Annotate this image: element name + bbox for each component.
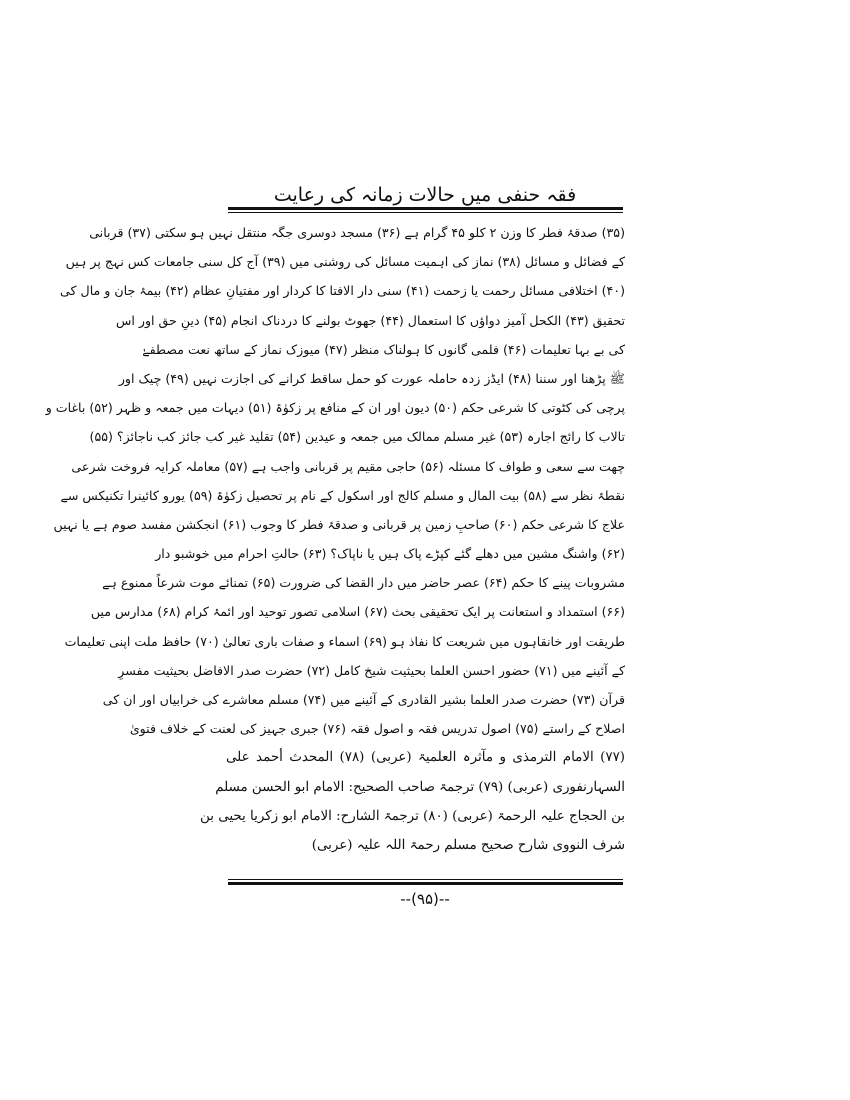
text-line: (۶۶) استمداد و استعانت پر ایک تحقیقی بحث (۶۷) اسلامی تصور توحید اور ائمۂ کرام (۶۸) مدارس میں xyxy=(90,604,625,620)
text-line: ﷺ پڑھنا اور سننا (۴۸) ایڈز زدہ حاملہ عورت کو حمل ساقط کرانے کی اجازت نہیں (۴۹) چیک اور xyxy=(118,370,625,386)
footer-rule-thin xyxy=(228,879,623,880)
text-line: قرآن (۷۳) حضرت صدر العلما بشیر القادری کے آئینے میں (۷۴) مسلم معاشرے کی خرابیاں اور ان کی xyxy=(102,692,625,707)
text-line: (۳۵) صدقۂ فطر کا وزن ۲ کلو ۴۵ گرام ہے (۳۶) مسجد دوسری جگہ منتقل نہیں ہو سکتی (۳۷) قربانی xyxy=(89,225,625,240)
text-line-arabic: شرف النووی شارح صحیح مسلم رحمۃ اللہ علیہ (عربی) xyxy=(311,837,625,853)
footer-rule-thick xyxy=(228,882,623,885)
text-line: طریقت اور خانقاہوں میں شریعت کا نفاذ ہو (۶۹) اسماء و صفات باری تعالیٰ (۷۰) حافظ ملت اپنی تعلیمات xyxy=(64,633,625,649)
text-line: تالاب کا رائج اجارہ (۵۳) غیر مسلم ممالک میں جمعہ و عیدین (۵۴) تقلید غیر کب جائز کب ناجائز؟ (۵۵) xyxy=(89,429,625,445)
body-text xyxy=(45,218,625,860)
text-line: چھت سے سعی و طواف کا مسئلہ (۵۶) حاجی مقیم پر قربانی واجب ہے (۵۷) معاملہ کرایہ فروخت شرعی xyxy=(71,458,625,474)
text-line: تحقیق (۴۳) الکحل آمیز دواؤں کا استعمال (۴۴) جھوٹ بولنے کا دردناک انجام (۴۵) دینِ حق اور اس xyxy=(116,312,625,328)
text-line: (۴۰) اختلافی مسائل رحمت یا زحمت (۴۱) سنی دار الافتا کا کردار اور مفتیانِ عظام (۴۲) بیمۂ جان و مال کی xyxy=(60,283,625,299)
text-line-arabic: (۷۷) الامام الترمذی و مآثرہ العلمیۃ (عربی) (۷۸) المحدث أحمد علی xyxy=(226,750,625,766)
text-line: مشروبات پینے کا حکم (۶۴) عصر حاضر میں دار القضا کی ضرورت (۶۵) تمنائے موت شرعاً ممنوع ہے xyxy=(102,575,625,591)
text-line-arabic: السہارنفوری (عربی) (۷۹) ترجمۃ صاحب الصحیح: الامام ابو الحسن مسلم xyxy=(215,779,625,795)
page-number: --(۹۵)-- xyxy=(400,890,450,908)
text-line: پرچی کی کٹوتی کا شرعی حکم (۵۰) دیون اور ان کے منافع پر زکوٰۃ (۵۱) دیہات میں جمعہ و ظہر (۵۲) باغات و xyxy=(45,400,625,416)
text-line: علاج کا شرعی حکم (۶۰) صاحبِ زمین پر قربانی و صدقۂ فطر کا وجوب (۶۱) انجکشن مفسد صوم ہے یا نہیں xyxy=(53,516,625,532)
header-rule-thin xyxy=(228,212,623,213)
running-title: فقہ حنفی میں حالات زمانہ کی رعایت xyxy=(273,184,577,206)
text-line: کے آئینے میں (۷۱) حضور احسن العلما بحیثیت شیخ کامل (۷۲) حضرت صدر الافاضل بحیثیت مفسرِ xyxy=(118,662,625,678)
header-rule-thick xyxy=(228,207,623,210)
text-line: (۶۲) واشنگ مشین میں دھلے گئے کپڑے پاک ہیں یا ناپاک؟ (۶۳) حالتِ احرام میں خوشبو دار xyxy=(155,546,625,562)
text-line-arabic: بن الحجاج علیہ الرحمۃ (عربی) (۸۰) ترجمۃ الشارح: الامام ابو زکریا یحیی بن xyxy=(200,808,625,824)
text-line: اصلاح کے راستے (۷۵) اصول تدریس فقہ و اصول فقہ (۷۶) جبری جہیز کی لعنت کے خلاف فتویٰ xyxy=(129,721,625,737)
text-line: کے فضائل و مسائل (۳۸) نماز کی اہمیت مسائل کی روشنی میں (۳۹) آج کل سنی جامعات کس نہج پر ہیں xyxy=(65,254,625,270)
text-line: کی بے بہا تعلیمات (۴۶) فلمی گانوں کا ہولناک منظر (۴۷) میوزک نماز کے ساتھ نعت مصطفےٰ xyxy=(142,341,625,357)
text-line: نقطۂ نظر سے (۵۸) بیت المال و مسلم کالج اور اسکول کے نام پر تحصیل زکوٰۃ (۵۹) یورو کائینرا تکنیکس سے xyxy=(60,487,625,503)
